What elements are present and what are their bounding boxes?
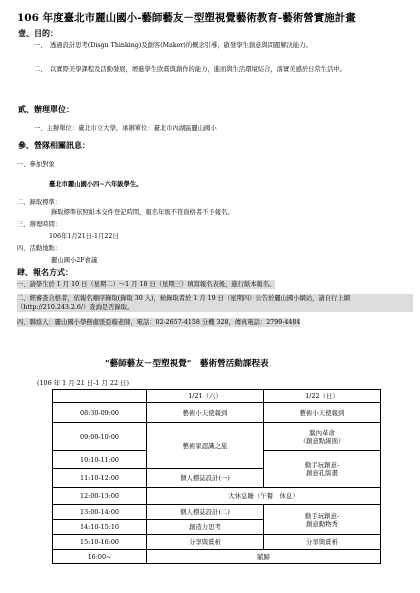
section-purpose-heading: 壹、目的： [18, 28, 58, 38]
activity-cell: 分享與賞析 [147, 535, 264, 550]
contact-info: 四、聯絡人：麗山國小學務處張亞璇老師，電話：02-2657-4158 分機 328，傳真電話：2799-4484 [17, 319, 301, 326]
activity-cell: 創造力思考 [147, 520, 264, 535]
time-cell: 13:00-14:00 [53, 505, 147, 520]
activity-cell: 個人標誌設計(一) [147, 469, 264, 488]
schedule-table [52, 389, 381, 564]
criteria-value: 錄取標準依照紙本交件登記時間，報名年級不符資格者不予報名。 [51, 209, 234, 216]
signup-heading: 肆、報名方式： [17, 267, 73, 277]
organizer-text: 一、主辦單位：臺北市立大學，承辦單位：臺北市內湖區麗山國小 [34, 125, 217, 132]
activity-cell: 藝術小天使報到 [264, 403, 381, 423]
table-row [53, 423, 381, 451]
time-cell: 16:00~ [53, 550, 147, 564]
venue-value: 麗山國小2F會議 [51, 257, 98, 264]
header-empty-cell [53, 390, 147, 403]
table-row [53, 535, 381, 550]
activity-cell: 藝術家認識之旅 [147, 423, 264, 469]
target-label: 一、參加對象 [17, 161, 55, 168]
target-value: 臺北市麗山國小四~六年級學生。 [49, 181, 143, 188]
table-header-row [53, 390, 381, 403]
section-info-heading: 參、營隊相關訊息： [18, 140, 90, 150]
activity-cell: 賦歸 [147, 550, 381, 564]
purpose-2-text: 以實際美學課程及活動發展，增進學生欣賞與創作的能力，進而與生活環境結合，落實美感於日常生活中。 [50, 66, 346, 73]
time-cell: 12:00-13:00 [53, 488, 147, 505]
activity-cell: 大休息睡（午餐 休息） [147, 488, 381, 505]
time-value: 106年1月21日-1月22日 [49, 233, 119, 240]
venue-label: 四、活動地點： [17, 245, 62, 252]
activity-cell: 分享與賞析 [264, 535, 381, 550]
activity-cell: 藝術小天使報到 [147, 403, 264, 423]
purpose-2-number: 二、 [34, 66, 47, 73]
section-organizer-heading: 貳、辦理單位： [18, 104, 74, 114]
time-cell: 09:00-10:00 [53, 423, 147, 451]
purpose-1-text: 透過設計思考(Disgn Thinking)及創客(Maker)的概念引導，啟發學生創意與問題解決能力。 [50, 42, 312, 49]
table-row [53, 550, 381, 564]
time-cell: 11:10-12:00 [53, 469, 147, 488]
document-title: 106 年度臺北市麗山國小-藝師藝友－型塑視覺藝術教育-藝術營實施計畫 [17, 12, 356, 24]
purpose-1-number: 一、 [34, 42, 47, 49]
header-day-1: 1/21（六） [147, 390, 264, 403]
header-day-2: 1/22（日） [264, 390, 381, 403]
time-cell: 15:10-16:00 [53, 535, 147, 550]
schedule-title: "藝師藝友－型塑視覺" 藝術營活動課程表 [105, 359, 269, 369]
time-cell: 10:10-11:00 [53, 451, 147, 469]
signup-step-2: 二、經審查合格者，依報名順序錄取(錄取 30 人)，候錄取者於 1 月 19 日（星期四）公告於麗山國小網站，請自行上網（http://210.243.2.6/）查詢是否錄取。 [17, 294, 413, 312]
time-label: 三、辦理時間： [17, 221, 62, 228]
table-row [53, 403, 381, 423]
signup-step-1: 一、請學生於 1 月 10 日（星期二）～1 月 18 日（星期三）填寫報名表後，進行紙本報名。 [17, 281, 276, 288]
activity-cell: 腦內革命 （創意點線面） [264, 423, 381, 451]
time-cell: 08:30-09:00 [53, 403, 147, 423]
activity-cell: 動手玩創意- 創意孔版畫 [264, 451, 381, 488]
schedule-date-range: (106 年 1 月 21 日-1 月 22 日) [37, 379, 129, 387]
table-row [53, 488, 381, 505]
time-cell: 14:10-15:10 [53, 520, 147, 535]
activity-cell: 個人標誌設計(二) [147, 505, 264, 520]
activity-cell: 動手玩創意- 創意動物秀 [264, 505, 381, 535]
table-row [53, 505, 381, 520]
criteria-label: 二、錄取標準： [17, 199, 62, 206]
